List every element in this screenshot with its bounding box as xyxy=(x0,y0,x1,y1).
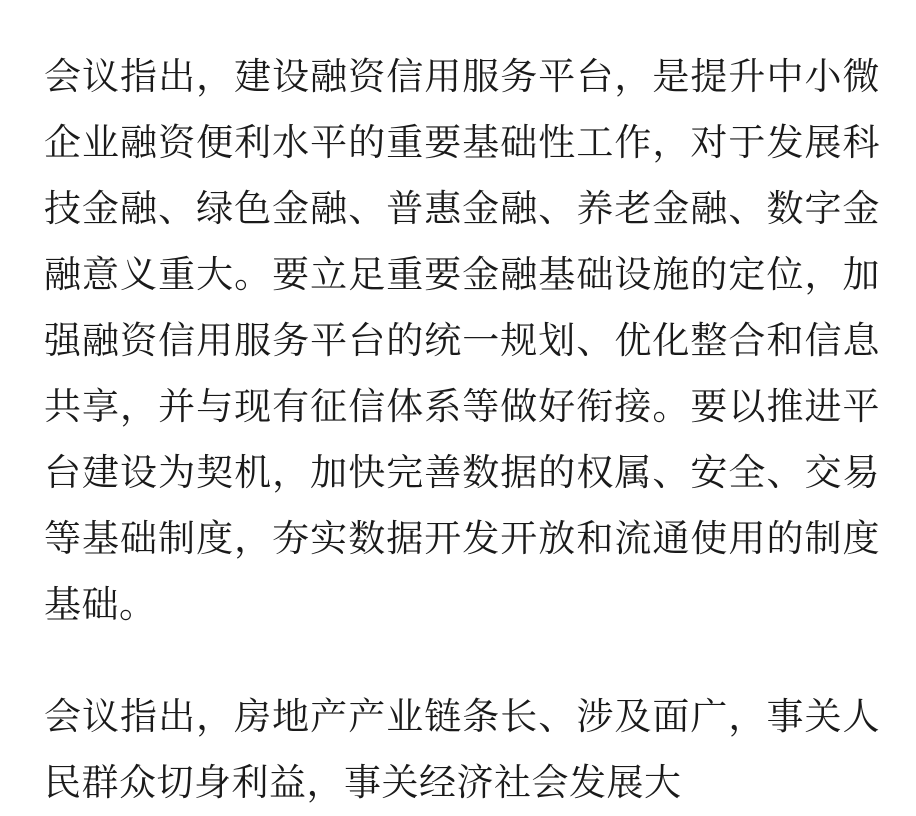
article-body xyxy=(44,44,880,816)
paragraph-2: 会议指出，房地产产业链条长、涉及面广，事关人民群众切身利益，事关经济社会发展大 xyxy=(44,696,880,803)
paragraph-1: 会议指出，建设融资信用服务平台，是提升中小微企业融资便利水平的重要基础性工作，对于发展科技金融、绿色金融、普惠金融、养老金融、数字金融意义重大。要立足重要金融基础设施的定位，加强融资信用服务平台的统一规划、优化整合和信息共享，并与现有征信体系等做好衔接。要以推进平台建设为契机，加快完善数据的权属、安全、交易等基础制度，夯实数据开发开放和流通使用的制度基础。 xyxy=(44,56,880,625)
